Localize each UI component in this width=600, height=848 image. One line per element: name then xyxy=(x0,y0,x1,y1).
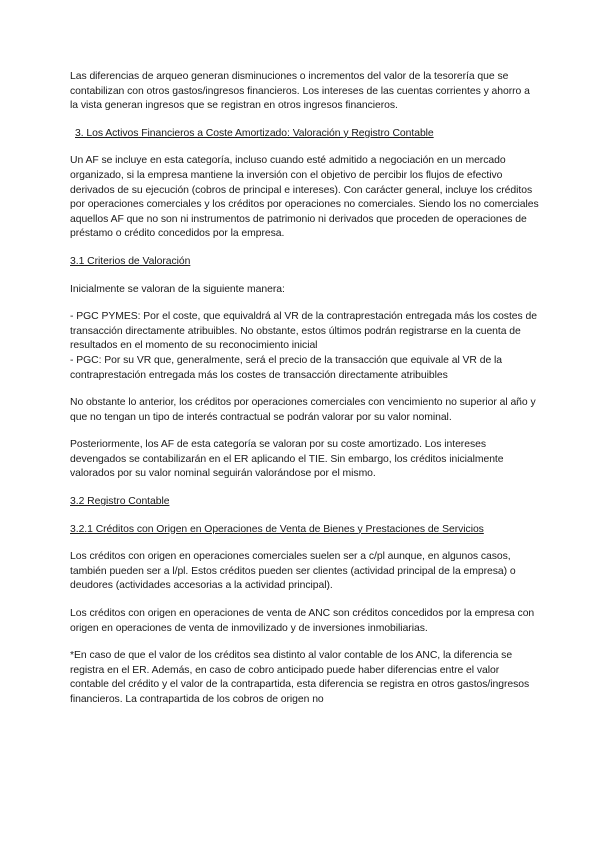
list-item-pgc-pymes: - PGC PYMES: Por el coste, que equivaldrá al VR de la contraprestación entregada más los costes de transacción directamente atribuibles. No obstante, estos últimos podrán registrarse en la cuenta de resultados en el momento de su reconocimiento inicial xyxy=(70,311,537,352)
section-heading-3-2: 3.2 Registro Contable xyxy=(70,496,170,508)
paragraph-posteriormente: Posteriormente, los AF de esta categoría se valoran por su coste amortizado. Los intereses devengados se contabilizarán en el ER aplicando el TIE. Sin embargo, los créditos inicialmente valorados por su valor nominal seguirán valorándose por el mismo. xyxy=(70,439,504,480)
paragraph-categoria: Un AF se incluye en esta categoría, incluso cuando esté admitido a negociación en un mercado organizado, si la empresa mantiene la inversión con el objetivo de percibir los flujos de efectivo derivados de su ejecución (cobros de principal e intereses). Con carácter general, incluye los créditos por operaciones comerciales y los créditos por operaciones no comerciales. Siendo los no comerciales aquellos AF que no son ni instrumentos de patrimonio ni derivados que proceden de operaciones de préstamo o crédito concedidos por la empresa. xyxy=(70,155,539,240)
list-item-pgc: - PGC: Por su VR que, generalmente, será el precio de la transacción que equivale al VR de la contraprestación entregada más los costes de transacción directamente atribuibles xyxy=(70,354,502,381)
paragraph-arqueo: Las diferencias de arqueo generan disminuciones o incrementos del valor de la tesorería que se contabilizan con otros gastos/ingresos financieros. Los intereses de las cuentas corrientes y ahorro a la vista generan ingresos que se registran en otros ingresos financieros. xyxy=(70,71,530,112)
paragraph-no-obstante: No obstante lo anterior, los créditos por operaciones comerciales con vencimiento no superior al año y que no tengan un tipo de interés contractual se podrán valorar por su valor nominal. xyxy=(70,397,536,423)
paragraph-creditos-comerciales: Los créditos con origen en operaciones comerciales suelen ser a c/pl aunque, en algunos casos, también pueden ser a l/pl. Estos créditos pueden ser clientes (actividad principal de la empresa) o deudores (actividades accesorias a la actividad principal). xyxy=(70,551,516,592)
section-heading-3-1: 3.1 Criterios de Valoración xyxy=(70,255,191,267)
section-heading-3-2-1: 3.2.1 Créditos con Origen en Operaciones de Venta de Bienes y Prestaciones de Servicios xyxy=(70,523,484,535)
section-heading-3: 3. Los Activos Financieros a Coste Amortizado: Valoración y Registro Contable xyxy=(75,127,434,139)
paragraph-nota-valor: *En caso de que el valor de los créditos sea distinto al valor contable de los ANC, la diferencia se registra en el ER. Además, en caso de cobro anticipado puede haber diferencias entre el valor contable del crédito y el valor de la contrapartida, esta diferencia se registra en otros gastos/ingresos financieros. La contrapartida de los cobros de origen no xyxy=(70,650,530,705)
paragraph-creditos-anc: Los créditos con origen en operaciones de venta de ANC son créditos concedidos por la empresa con origen en operaciones de venta de inmovilizado y de inversiones inmobiliarias. xyxy=(70,608,535,634)
paragraph-inicialmente: Inicialmente se valoran de la siguiente manera: xyxy=(70,283,285,295)
